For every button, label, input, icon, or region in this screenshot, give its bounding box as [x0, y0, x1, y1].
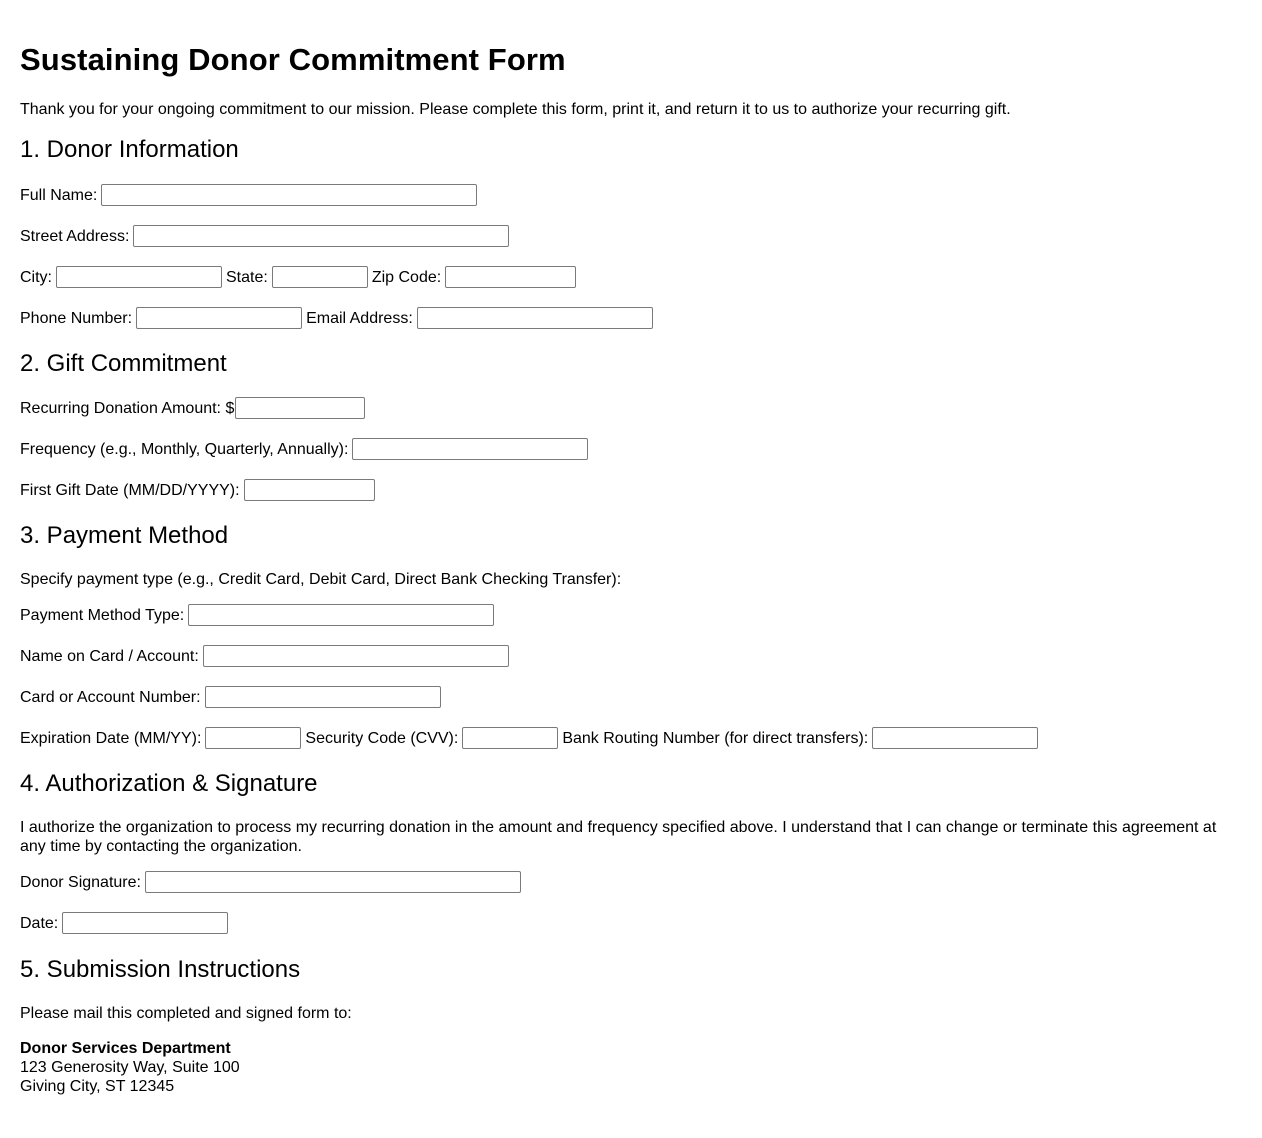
donation-amount-label: Recurring Donation Amount: $	[20, 399, 235, 417]
donor-signature-label: Donor Signature:	[20, 873, 141, 891]
signature-date-label: Date:	[20, 914, 59, 932]
frequency-input[interactable]	[352, 438, 588, 460]
first-gift-date-label: First Gift Date (MM/DD/YYYY):	[20, 481, 240, 499]
full-name-input[interactable]	[101, 184, 477, 206]
city-label: City:	[20, 268, 52, 286]
expiration-date-input[interactable]	[205, 727, 301, 749]
security-code-input[interactable]	[462, 727, 558, 749]
name-on-card-label: Name on Card / Account:	[20, 647, 199, 665]
email-address-label: Email Address:	[306, 309, 413, 327]
section-heading-payment-method: 3. Payment Method	[20, 522, 229, 549]
card-number-input[interactable]	[205, 686, 441, 708]
address-organization: Donor Services Department	[20, 1040, 231, 1057]
email-address-input[interactable]	[417, 307, 653, 329]
address-line-2: Giving City, ST 12345	[20, 1078, 175, 1095]
section-heading-authorization: 4. Authorization & Signature	[20, 770, 318, 797]
section-heading-donor-information: 1. Donor Information	[20, 136, 239, 163]
page-title: Sustaining Donor Commitment Form	[20, 42, 566, 77]
frequency-label: Frequency (e.g., Monthly, Quarterly, Annually):	[20, 440, 349, 458]
intro-text: Thank you for your ongoing commitment to our mission. Please complete this form, print it, and return it to us to authorize your recurring gift.	[20, 101, 1011, 118]
donor-signature-input[interactable]	[145, 871, 521, 893]
signature-date-row	[20, 912, 1242, 934]
payment-method-type-input[interactable]	[188, 604, 494, 626]
street-address-input[interactable]	[133, 225, 509, 247]
state-input[interactable]	[272, 266, 368, 288]
first-gift-date-row	[20, 479, 1242, 501]
phone-email-row	[20, 307, 1242, 329]
city-state-zip-row	[20, 266, 1242, 288]
routing-number-input[interactable]	[872, 727, 1038, 749]
expiration-date-label: Expiration Date (MM/YY):	[20, 729, 202, 747]
name-on-card-row	[20, 645, 1242, 667]
phone-number-label: Phone Number:	[20, 309, 133, 327]
address-line-1: 123 Generosity Way, Suite 100	[20, 1059, 240, 1076]
authorization-text: I authorize the organization to process my recurring donation in the amount and frequency specified above. I understand that I can change or terminate this agreement at any time by contacting the organization.	[20, 819, 1217, 855]
section-heading-submission: 5. Submission Instructions	[20, 956, 301, 983]
mailing-address	[20, 1039, 1242, 1096]
zip-code-label: Zip Code:	[371, 268, 442, 286]
zip-code-input[interactable]	[445, 266, 576, 288]
full-name-row	[20, 184, 1242, 206]
signature-date-input[interactable]	[62, 912, 228, 934]
payment-method-type-row	[20, 604, 1242, 626]
frequency-row	[20, 438, 1242, 460]
full-name-label: Full Name:	[20, 186, 98, 204]
payment-type-note: Specify payment type (e.g., Credit Card, Debit Card, Direct Bank Checking Transfer):	[20, 571, 622, 588]
payment-method-type-label: Payment Method Type:	[20, 606, 185, 624]
phone-number-input[interactable]	[136, 307, 302, 329]
routing-number-label: Bank Routing Number (for direct transfers):	[562, 729, 869, 747]
section-heading-gift-commitment: 2. Gift Commitment	[20, 350, 227, 377]
street-address-row	[20, 225, 1242, 247]
donation-amount-row	[20, 397, 1242, 419]
first-gift-date-input[interactable]	[244, 479, 375, 501]
donor-signature-row	[20, 871, 1242, 893]
card-number-row	[20, 686, 1242, 708]
street-address-label: Street Address:	[20, 227, 130, 245]
city-input[interactable]	[56, 266, 222, 288]
name-on-card-input[interactable]	[203, 645, 509, 667]
donation-amount-input[interactable]	[235, 397, 365, 419]
security-code-label: Security Code (CVV):	[305, 729, 459, 747]
state-label: State:	[226, 268, 268, 286]
submission-text: Please mail this completed and signed form to:	[20, 1005, 352, 1022]
card-number-label: Card or Account Number:	[20, 688, 201, 706]
expiration-cvv-routing-row	[20, 727, 1242, 749]
